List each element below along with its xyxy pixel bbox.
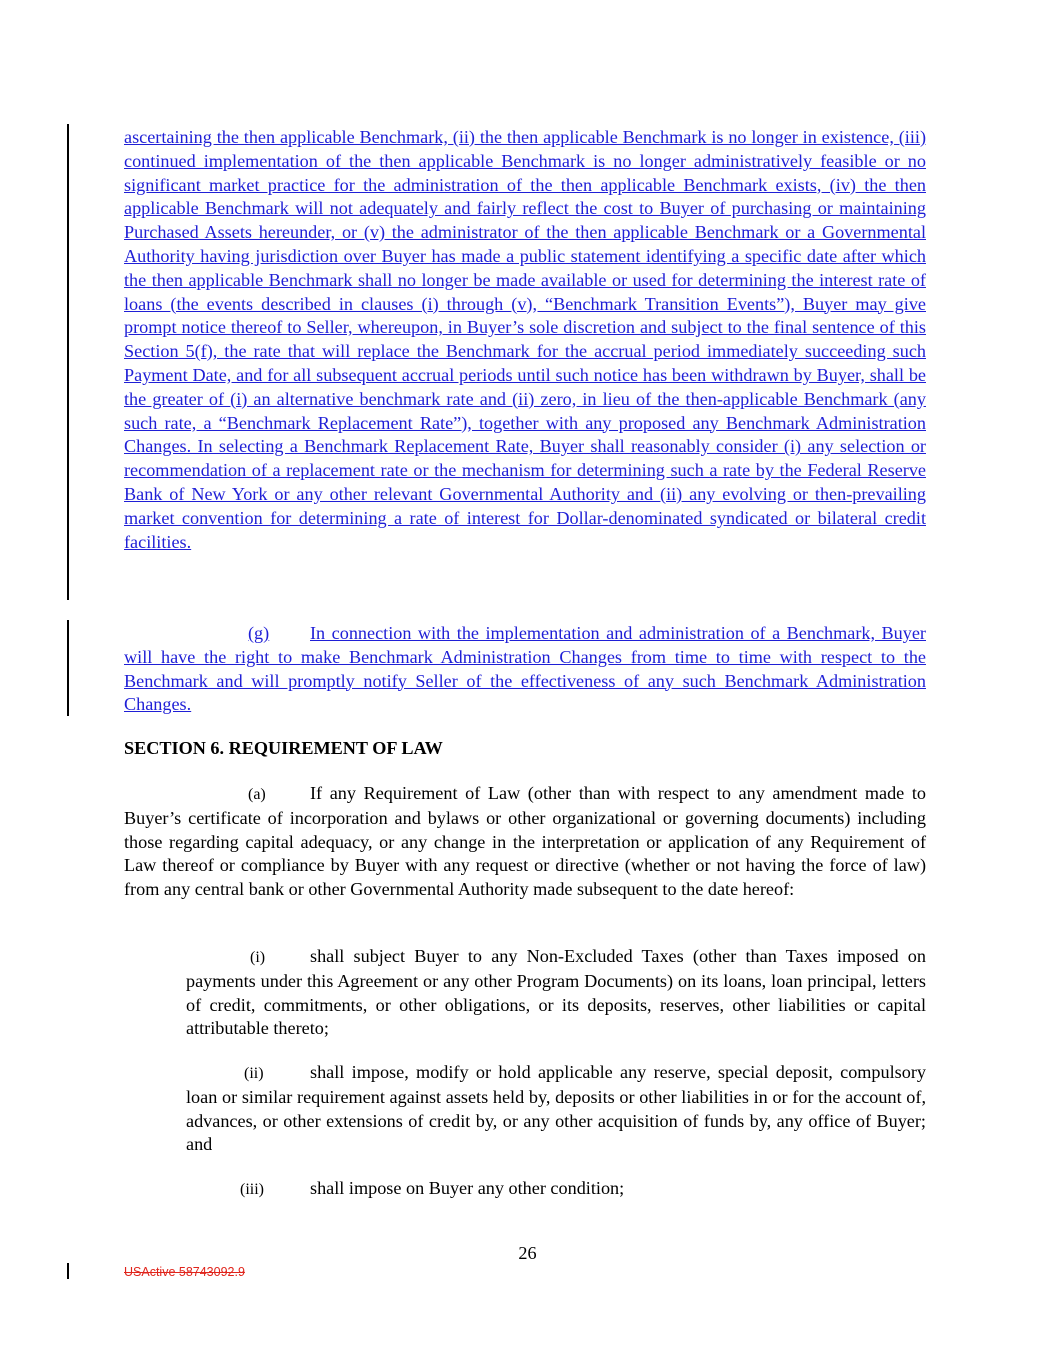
- section-6a-text: If any Requirement of Law (other than with respect to any amendment made to Buyer’s certificate of incorporation and bylaws or other organizational or governing documents) including those regarding capital adequacy, or any change in the interpretation or application of any Requirement of Law thereof or compliance by Buyer with any request or directive (whether or not having the force of law) from any central bank or other Governmental Authority made subsequent to the date hereof:: [124, 783, 926, 900]
- change-bar: [67, 124, 69, 600]
- section-heading: SECTION 6. REQUIREMENT OF LAW: [124, 738, 443, 758]
- section-5f-continuation: ascertaining the then applicable Benchmark, (ii) the then applicable Benchmark is no longer in existence, (iii) continued implementation of the then applicable Benchmark is no longer administratively feasible or no significant market practice for the administration of the then applicable Benchmark exists, (iv) the then applicable Benchmark will not adequately and fairly reflect the cost to Buyer of purchasing or maintaining Purchased Assets hereunder, or (v) the administrator of the then applicable Benchmark or a Governmental Authority having jurisdiction over Buyer has made a public statement identifying a specific date after which the then applicable Benchmark shall no longer be made available or used for determining the interest rate of loans (the events described in clauses (i) through (v), “Benchmark Transition Events”), Buyer may give prompt notice thereof to Seller, whereupon, in Buyer’s sole discretion and subject to the final sentence of this Section 5(f), the rate that will replace the Benchmark for the accrual period immediately succeeding such Payment Date, and for all subsequent accrual periods until such notice has been withdrawn by Buyer, shall be the greater of (i) an alternative benchmark rate and (ii) zero, in lieu of the then-applicable Benchmark (any such rate, a “Benchmark Replacement Rate”), together with any proposed any Benchmark Administration Changes. In selecting a Benchmark Replacement Rate, Buyer shall reasonably consider (i) any selection or recommendation of a replacement rate or the mechanism for determining such a rate by the Federal Reserve Bank of New York or any other relevant Governmental Authority and (ii) any evolving or then-prevailing market convention for determining a rate of interest for Dollar-denominated syndicated or bilateral credit facilities.: [124, 127, 926, 552]
- sub-item-label: (iii): [240, 1181, 264, 1198]
- sub-item-ii: [186, 1061, 926, 1157]
- change-bar: [67, 620, 69, 716]
- sub-item-label: (i): [250, 949, 266, 966]
- document-id: USActive 58743092.9: [124, 1265, 245, 1279]
- section-6a-paragraph: [124, 782, 926, 902]
- sub-item-text: shall subject Buyer to any Non-Excluded Taxes (other than Taxes imposed on payments under this Agreement or any other Program Documents) on its loans, loan principal, letters of credit, commitments, or other obligations, or its deposits, reserves, other liabilities or capital attributable thereto;: [186, 946, 926, 1039]
- change-bar: [67, 1263, 69, 1279]
- section-5g-paragraph: [124, 622, 926, 717]
- clause-label-a: (a): [248, 786, 266, 803]
- page-number: 26: [518, 1243, 537, 1263]
- clause-label-g: (g): [248, 623, 270, 643]
- sub-item-text: shall impose, modify or hold applicable any reserve, special deposit, compulsory loan or similar requirement against assets held by, deposits or other liabilities in or for the account of, advances, or other extensions of credit by, or any other acquisition of funds by, any office of Buyer; and: [186, 1062, 926, 1155]
- sub-item-iii: [186, 1177, 926, 1202]
- section-5g-text: In connection with the implementation and administration of a Benchmark, Buyer will have the right to make Benchmark Administration Changes from time to time with respect to the Benchmark and will promptly notify Seller of the effectiveness of any such Benchmark Administration Changes.: [124, 623, 926, 715]
- sub-item-label: (ii): [244, 1065, 264, 1082]
- sub-item-text: shall impose on Buyer any other condition;: [310, 1178, 625, 1198]
- sub-item-i: [186, 945, 926, 1041]
